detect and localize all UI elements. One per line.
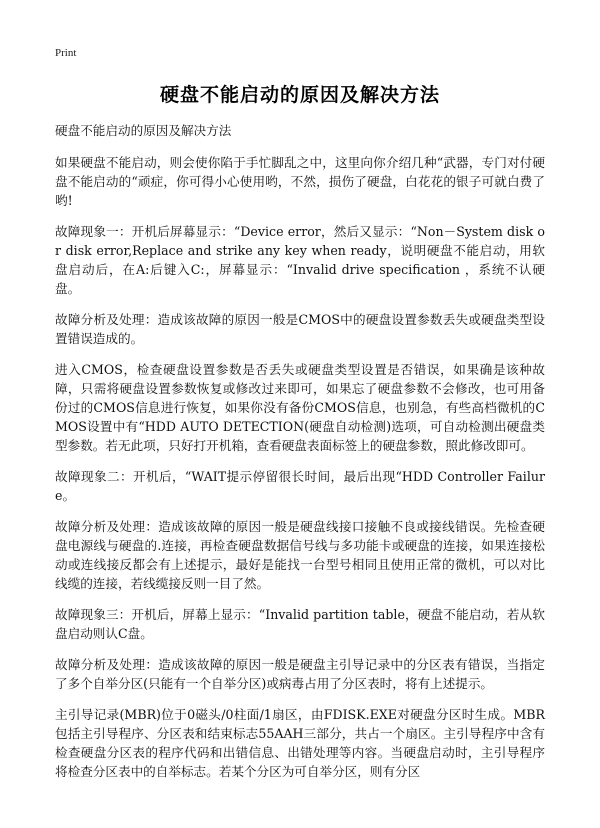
fault-1-symptom-paragraph: 故障现象一：开机后屏幕显示：“Device error，然后又显示：“Non－System disk or disk error,Replace and strike any key when ready，说明硬盘不能启动，用软盘启动后，在A:后键入C:，屏幕显示：“Invalid drive specification ，系统不认硬盘。 [55,224,545,296]
fault-1-analysis-paragraph: 故障分析及处理：造成该故障的原因一般是CMOS中的硬盘设置参数丢失或硬盘类型设置错误造成的。 [55,312,545,346]
article-body [55,121,545,781]
fault-2-analysis-paragraph: 故障分析及处理：造成该故障的原因一般是硬盘线接口接触不良或接线错误。先检查硬盘电源线与硬盘的.连接，再检查硬盘数据信号线与多功能卡或硬盘的连接，如果连接松动或连线接反都会有上述提示，最好是能找一台型号相同且使用正常的微机，可以对比线缆的连接，若线缆接反则一目了然。 [55,519,545,591]
fault-3-symptom-paragraph: 故障现象三：开机后，屏幕上显示：“Invalid partition table，硬盘不能启动，若从软盘启动则认C盘。 [55,607,545,641]
fault-1-solution-paragraph: 进入CMOS，检查硬盘设置参数是否丢失或硬盘类型设置是否错误，如果确是该种故障，只需将硬盘设置参数恢复或修改过来即可，如果忘了硬盘参数不会修改，也可用备份过的CMOS信息进行恢复，如果你没有备份CMOS信息，也别急，有些高档微机的CMOS设置中有“HDD AUTO DETECTION(硬盘自动检测)选项，可自动检测出硬盘类型参数。若无此项，只好打开机箱，查看硬盘表面标签上的硬盘参数，照此修改即可。 [55,362,545,453]
mbr-explanation-paragraph: 主引导记录(MBR)位于0磁头/0柱面/1扇区，由FDISK.EXE对硬盘分区时生成。MBR包括主引导程序、分区表和结束标志55AAH三部分，共占一个扇区。主引导程序中含有检查硬盘分区表的程序代码和出错信息、出错处理等内容。当硬盘启动时，主引导程序将检查分区表中的自举标志。若某个分区为可自举分区，则有分区 [55,707,545,779]
fault-3-analysis-paragraph: 故障分析及处理：造成该故障的原因一般是硬盘主引导记录中的分区表有错误，当指定了多个自举分区(只能有一个自举分区)或病毒占用了分区表时，将有上述提示。 [55,657,545,691]
page-title: 硬盘不能启动的原因及解决方法 [159,84,440,106]
article-subtitle: 硬盘不能启动的原因及解决方法 [55,123,232,138]
print-link[interactable]: Print [55,47,77,59]
fault-2-symptom-paragraph: 故障现象二：开机后，“WAIT提示停留很长时间，最后出现“HDD Controller Failure。 [55,469,545,503]
intro-paragraph: 如果硬盘不能启动，则会使你陷于手忙脚乱之中，这里向你介绍几种“武器，专门对付硬盘不能启动的“顽症，你可得小心使用哟，不然，损伤了硬盘，白花花的银子可就白费了哟! [55,155,545,208]
